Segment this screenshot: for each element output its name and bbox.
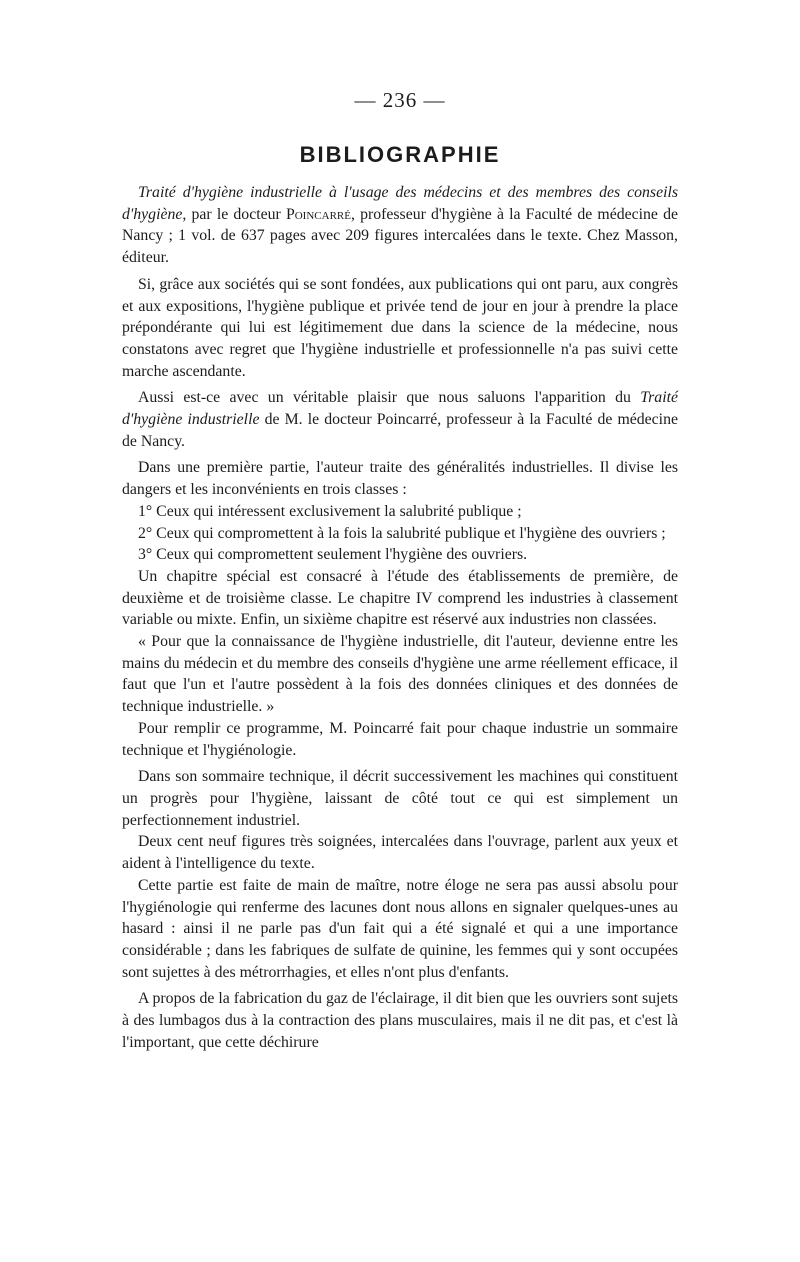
- section-heading: BIBLIOGRAPHIE: [299, 142, 501, 167]
- list-item: 1° Ceux qui intéressent exclusivement la salubrité publique ;: [138, 502, 522, 520]
- book-title-inline: Traité d'hygiène industrielle: [122, 389, 678, 429]
- book-title: Traité d'hygiène industrielle à l'usage des médecins et des membres des conseils d'hygiène: [122, 184, 678, 223]
- quotation-paragraph: « Pour que la connaissance de l'hygiène industrielle, dit l'auteur, devienne entre les mains du médecin et du membre des conseils d'hygiène une arme réellement efficace, il faut que l'un et l'autre possèdent à la fois des données cliniques et des données de technique industrielle. »: [122, 633, 678, 716]
- paragraph: Aussi est-ce avec un véritable plaisir que nous saluons l'apparition du Traité d'hygiène industrielle de M. le docteur Poincarré, professeur à la Faculté de médecine de Nancy.: [122, 389, 678, 450]
- paragraph: Dans une première partie, l'auteur traite des généralités industrielles. Il divise les dangers et les inconvénients en trois classes :: [122, 459, 678, 499]
- paragraph: Si, grâce aux sociétés qui se sont fondées, aux publications qui ont paru, aux congrès et aux expositions, l'hygiène publique et privée tend de jour en jour à prendre la place prépondérante qui lui est légitimement due dans la science de la médecine, nous constatons avec regret que l'hygiène industrielle et professionnelle n'a pas suivi cette marche ascendante.: [122, 275, 678, 380]
- bibliographic-reference: Traité d'hygiène industrielle à l'usage des médecins et des membres des conseils d'hygiène, par le docteur Poincarré, professeur d'hygiène à la Faculté de médecine de Nancy ; 1 vol. de 637 pages avec 209 figures intercalées dans le texte. Chez Masson, éditeur.: [122, 184, 679, 267]
- list-item: 2° Ceux qui compromettent à la fois la salubrité publique et l'hygiène des ouvriers ;: [138, 524, 666, 542]
- author-name: Poincarré: [285, 205, 351, 223]
- paragraph: A propos de la fabrication du gaz de l'éclairage, il dit bien que les ouvriers sont sujets à des lumbagos dus à la contraction des plans musculaires, mais il ne dit pas, et c'est là l'important, que cette déchirure: [122, 990, 678, 1051]
- page-number: — 236 —: [354, 88, 446, 112]
- paragraph: Dans son sommaire technique, il décrit successivement les machines qui constituent un progrès pour l'hygiène, laissant de côté tout ce qui est simplement un perfectionnement industriel.: [122, 768, 678, 829]
- paragraph: Deux cent neuf figures très soignées, intercalées dans l'ouvrage, parlent aux yeux et aident à l'intelligence du texte.: [122, 833, 678, 873]
- article-body: [122, 182, 678, 1053]
- paragraph: Un chapitre spécial est consacré à l'étude des établissements de première, de deuxième et de troisième classe. Le chapitre IV comprend les industries à classement variable ou mixte. Enfin, un sixième chapitre est réservé aux industries non classées.: [122, 567, 678, 629]
- paragraph: Cette partie est faite de main de maître, notre éloge ne sera pas aussi absolu pour l'hygiénologie qui renferme des lacunes dont nous allons en signaler quelques-unes au hasard : ainsi il ne parle pas d'un fait qui a été signalé et qui a une importance considérable ; dans les fabriques de sulfate de quinine, les femmes qui y sont occupées sont sujettes à des métrorrhagies, et elles n'ont plus d'enfants.: [122, 876, 678, 981]
- paragraph: Pour remplir ce programme, M. Poincarré fait pour chaque industrie un sommaire technique et l'hygiénologie.: [122, 719, 678, 759]
- list-item: 3° Ceux qui compromettent seulement l'hygiène des ouvriers.: [138, 546, 528, 564]
